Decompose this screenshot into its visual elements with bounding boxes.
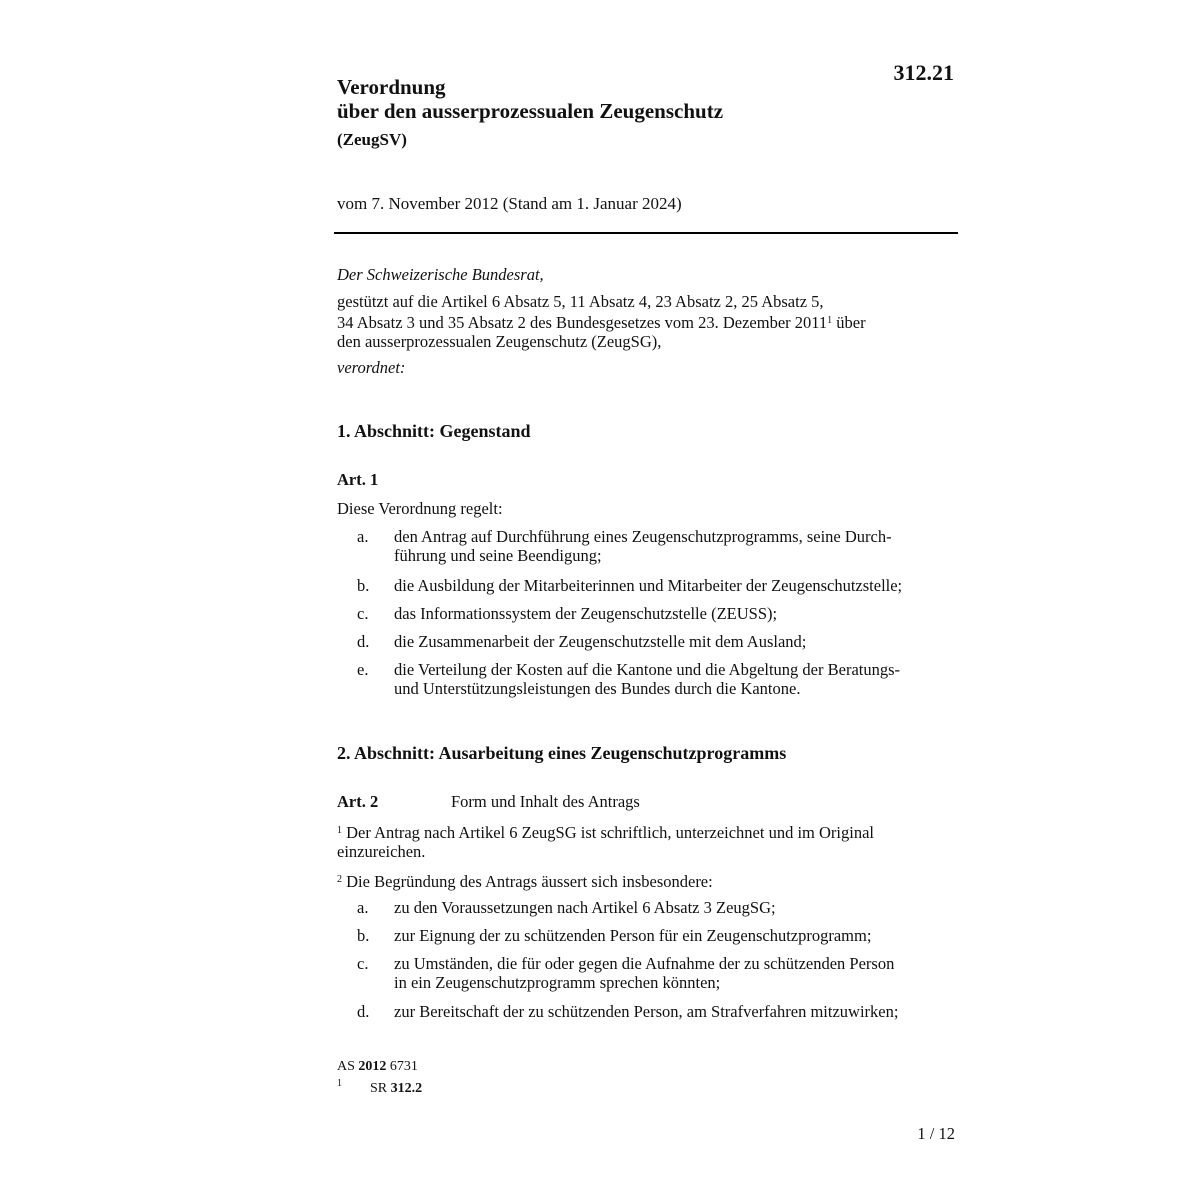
preamble-basis-line-1: gestützt auf die Artikel 6 Absatz 5, 11 Absatz 4, 23 Absatz 2, 25 Absatz 5,	[337, 292, 824, 311]
list-item-letter: e.	[357, 660, 369, 679]
list-item-line: in ein Zeugenschutzprogramm sprechen könnten;	[394, 973, 721, 992]
footnote-1-number	[337, 1078, 342, 1096]
list-item-text: zur Eignung der zu schützenden Person für ein Zeugenschutzprogramm;	[394, 926, 872, 945]
footnote-sr-ref: 312.2	[390, 1081, 423, 1096]
list-item-letter: a.	[357, 898, 369, 917]
list-item-line: führung und seine Beendigung;	[394, 546, 602, 565]
article-2-paragraph-2	[337, 870, 955, 891]
paragraph-number: 1	[337, 825, 342, 836]
list-item-letter: b.	[357, 926, 370, 945]
list-item-text: zur Bereitschaft der zu schützenden Person, am Strafverfahren mitzuwirken;	[394, 1002, 899, 1021]
preamble-decree: verordnet:	[337, 358, 406, 377]
article-2-label: Art. 2	[337, 792, 379, 811]
paragraph-text: Der Antrag nach Artikel 6 ZeugSG ist schriftlich, unterzeichnet und im Original	[342, 823, 874, 842]
preamble-authority: Der Schweizerische Bundesrat,	[337, 265, 544, 284]
footnote-as-year: 2012	[358, 1059, 387, 1074]
footnote-sr-prefix: SR	[370, 1081, 391, 1096]
preamble-basis-line-3: den ausserprozessualen Zeugenschutz (ZeugSG),	[337, 332, 662, 351]
paragraph-text: Die Begründung des Antrags äussert sich insbesondere:	[342, 872, 713, 891]
list-item-text: die Zusammenarbeit der Zeugenschutzstelle mit dem Ausland;	[394, 632, 807, 651]
header-divider	[334, 232, 958, 234]
list-item-letter: a.	[357, 527, 369, 546]
list-item-text: die Ausbildung der Mitarbeiterinnen und Mitarbeiter der Zeugenschutzstelle;	[394, 576, 903, 595]
document-title	[337, 75, 723, 123]
article-2-paragraph-1	[337, 821, 955, 861]
list-item-letter: c.	[357, 954, 369, 973]
section-2-heading: 2. Abschnitt: Ausarbeitung eines Zeugenschutzprogramms	[337, 743, 787, 763]
footnote-as-prefix: AS	[337, 1059, 359, 1074]
title-line-2: über den ausserprozessualen Zeugenschutz	[337, 99, 724, 123]
list-item-text	[394, 954, 955, 992]
preamble-basis-text-post: über	[832, 313, 866, 332]
date-line: vom 7. November 2012 (Stand am 1. Januar 2024)	[337, 194, 682, 213]
article-2-title: Form und Inhalt des Antrags	[451, 792, 640, 811]
list-item-letter: d.	[357, 632, 370, 651]
page-number: 1 / 12	[917, 1124, 955, 1143]
sr-number: 312.21	[893, 60, 954, 85]
article-1-intro: Diese Verordnung regelt:	[337, 499, 503, 518]
list-item-text	[394, 527, 955, 565]
document-abbreviation: (ZeugSV)	[337, 130, 407, 149]
list-item-text: zu den Voraussetzungen nach Artikel 6 Absatz 3 ZeugSG;	[394, 898, 776, 917]
paragraph-number: 2	[337, 874, 342, 885]
footnote-1-text	[370, 1081, 422, 1097]
list-item-text	[394, 660, 955, 698]
list-item-letter: b.	[357, 576, 370, 595]
article-1-label: Art. 1	[337, 470, 379, 489]
list-item-line: zu Umständen, die für oder gegen die Aufnahme der zu schützenden Person	[394, 954, 895, 973]
list-item-line: den Antrag auf Durchführung eines Zeugenschutzprogramms, seine Durch-	[394, 527, 892, 546]
footnote-ref-1[interactable]: 1	[827, 315, 833, 326]
list-item-line: und Unterstützungsleistungen des Bundes durch die Kantone.	[394, 679, 801, 698]
section-1-heading: 1. Abschnitt: Gegenstand	[337, 421, 531, 441]
title-line-1: Verordnung	[337, 75, 446, 99]
list-item-letter: d.	[357, 1002, 370, 1021]
paragraph-line	[337, 821, 955, 842]
preamble-basis	[337, 292, 957, 351]
footnote-as-page: 6731	[386, 1059, 418, 1074]
footnote-number: 1	[337, 1078, 342, 1089]
list-item-letter: c.	[357, 604, 369, 623]
preamble-basis-text: 34 Absatz 3 und 35 Absatz 2 des Bundesgesetzes vom 23. Dezember 2011	[337, 313, 828, 332]
preamble-basis-line-2	[337, 311, 957, 332]
list-item-line: die Verteilung der Kosten auf die Kantone und die Abgeltung der Beratungs-	[394, 660, 901, 679]
list-item-text: das Informationssystem der Zeugenschutzstelle (ZEUSS);	[394, 604, 778, 623]
paragraph-line: einzureichen.	[337, 842, 426, 861]
footnote-as	[337, 1059, 418, 1075]
